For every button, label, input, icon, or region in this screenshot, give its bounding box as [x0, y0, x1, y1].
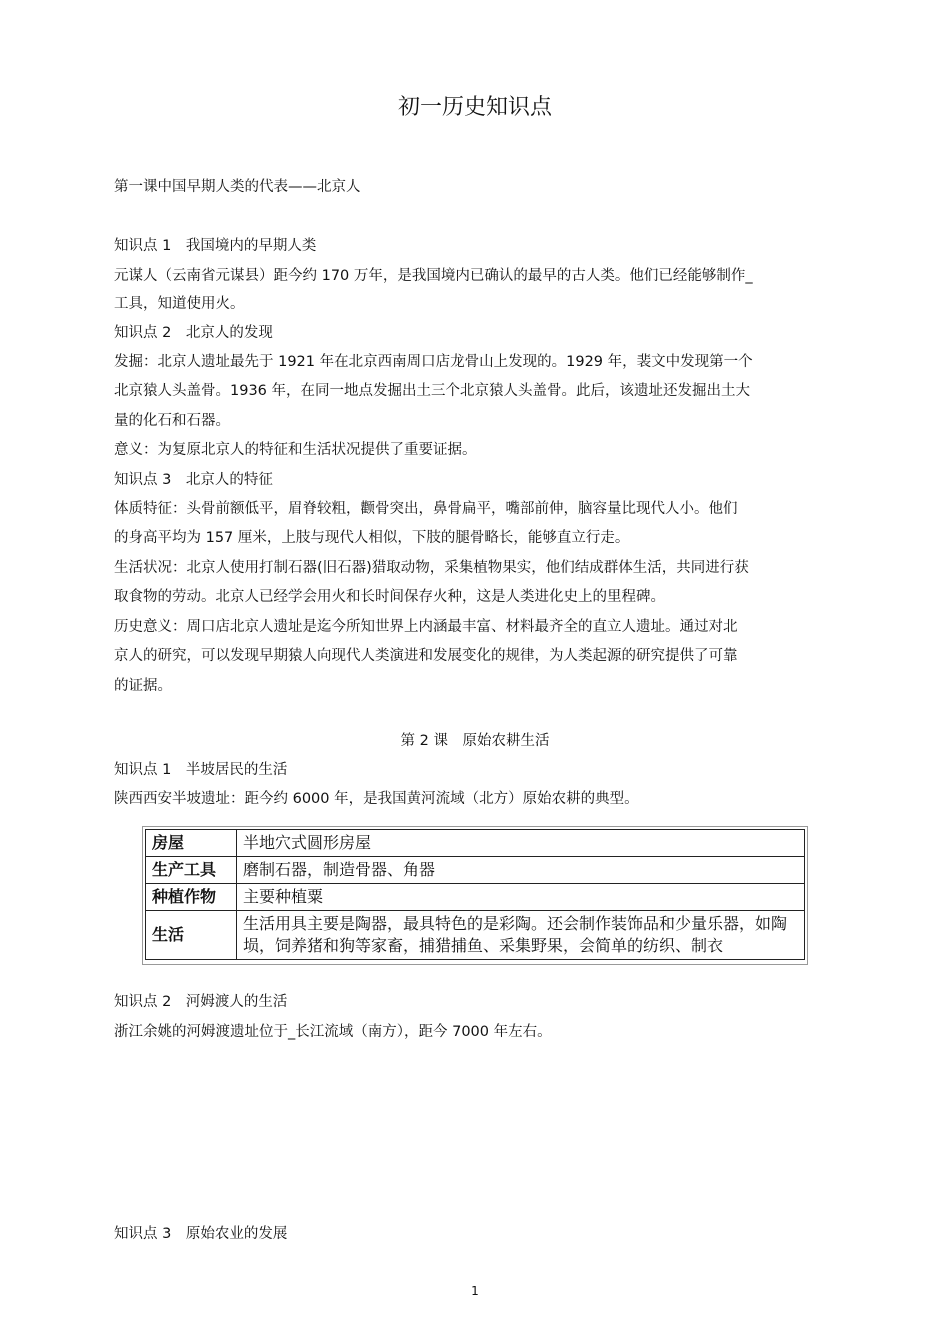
l1-kp3-line5: 历史意义：周口店北京人遗址是迄今所知世界上内涵最丰富、材料最齐全的直立人遗址。通过对北 — [114, 619, 738, 635]
l1-kp2-line3: 量的化石和石器。 — [114, 413, 230, 429]
table-key: 房屋 — [146, 830, 237, 857]
table-key: 生活 — [146, 911, 237, 960]
l1-kp3-line4: 取食物的劳动。北京人已经学会用火和长时间保存火种，这是人类进化史上的里程碑。 — [114, 589, 665, 605]
l1-kp1-title: 知识点 1 我国境内的早期人类 — [114, 238, 317, 254]
l2-kp2-title: 知识点 2 河姆渡人的生活 — [114, 994, 288, 1010]
l1-kp2-line2: 北京猿人头盖骨。1936 年，在同一地点发掘出土三个北京猿人头盖骨。此后，该遗址还发掘出土大 — [114, 383, 751, 399]
table-value: 磨制石器，制造骨器、角器 — [237, 857, 805, 884]
l1-kp1-line1: 元谋人（云南省元谋县）距今约 170 万年，是我国境内已确认的最早的古人类。他们已经能够制作_ — [114, 268, 753, 284]
table-value: 主要种植粟 — [237, 884, 805, 911]
table-value: 半地穴式圆形房屋 — [237, 830, 805, 857]
table-row — [146, 884, 805, 911]
table-row — [146, 857, 805, 884]
lesson2-heading: 第 2 课 原始农耕生活 — [400, 733, 550, 749]
table-row — [146, 911, 805, 960]
l1-kp2-title: 知识点 2 北京人的发现 — [114, 325, 273, 341]
l1-kp3-line3: 生活状况：北京人使用打制石器(旧石器)猎取动物，采集植物果实，他们结成群体生活，共同进行获 — [114, 560, 749, 576]
l1-kp1-line2: 工具，知道使用火。 — [114, 296, 245, 312]
l1-kp3-line1: 体质特征：头骨前额低平，眉脊较粗，颧骨突出，鼻骨扁平，嘴部前伸，脑容量比现代人小。他们 — [114, 501, 738, 517]
l2-kp1-line1: 陕西西安半坡遗址：距今约 6000 年，是我国黄河流域（北方）原始农耕的典型。 — [114, 791, 639, 807]
lesson1-heading: 第一课中国早期人类的代表——北京人 — [114, 179, 361, 195]
l2-kp3-title: 知识点 3 原始农业的发展 — [114, 1226, 288, 1242]
page-title: 初一历史知识点 — [397, 95, 552, 120]
l1-kp3-line6: 京人的研究，可以发现早期猿人向现代人类演进和发展变化的规律，为人类起源的研究提供了可靠 — [114, 648, 738, 664]
table-row — [146, 830, 805, 857]
l1-kp2-line4: 意义：为复原北京人的特征和生活状况提供了重要证据。 — [114, 442, 477, 458]
l1-kp3-line2: 的身高平均为 157 厘米，上肢与现代人相似，下肢的腿骨略长，能够直立行走。 — [114, 530, 630, 546]
l1-kp3-line7: 的证据。 — [114, 678, 172, 694]
l2-kp2-line1: 浙江余姚的河姆渡遗址位于_长江流域（南方），距今 7000 年左右。 — [114, 1024, 552, 1040]
banpo-table — [145, 829, 805, 960]
table-key: 种植作物 — [146, 884, 237, 911]
l2-kp1-title: 知识点 1 半坡居民的生活 — [114, 762, 288, 778]
page-number: 1 — [471, 1284, 479, 1298]
table-key: 生产工具 — [146, 857, 237, 884]
l1-kp2-line1: 发掘：北京人遗址最先于 1921 年在北京西南周口店龙骨山上发现的。1929 年，裴文中发现第一个 — [114, 354, 753, 370]
table-value: 生活用具主要是陶器，最具特色的是彩陶。还会制作装饰品和少量乐器，如陶埙，饲养猪和狗等家畜，捕猎捕鱼、采集野果，会简单的纺织、制衣 — [237, 911, 805, 960]
l1-kp3-title: 知识点 3 北京人的特征 — [114, 472, 273, 488]
